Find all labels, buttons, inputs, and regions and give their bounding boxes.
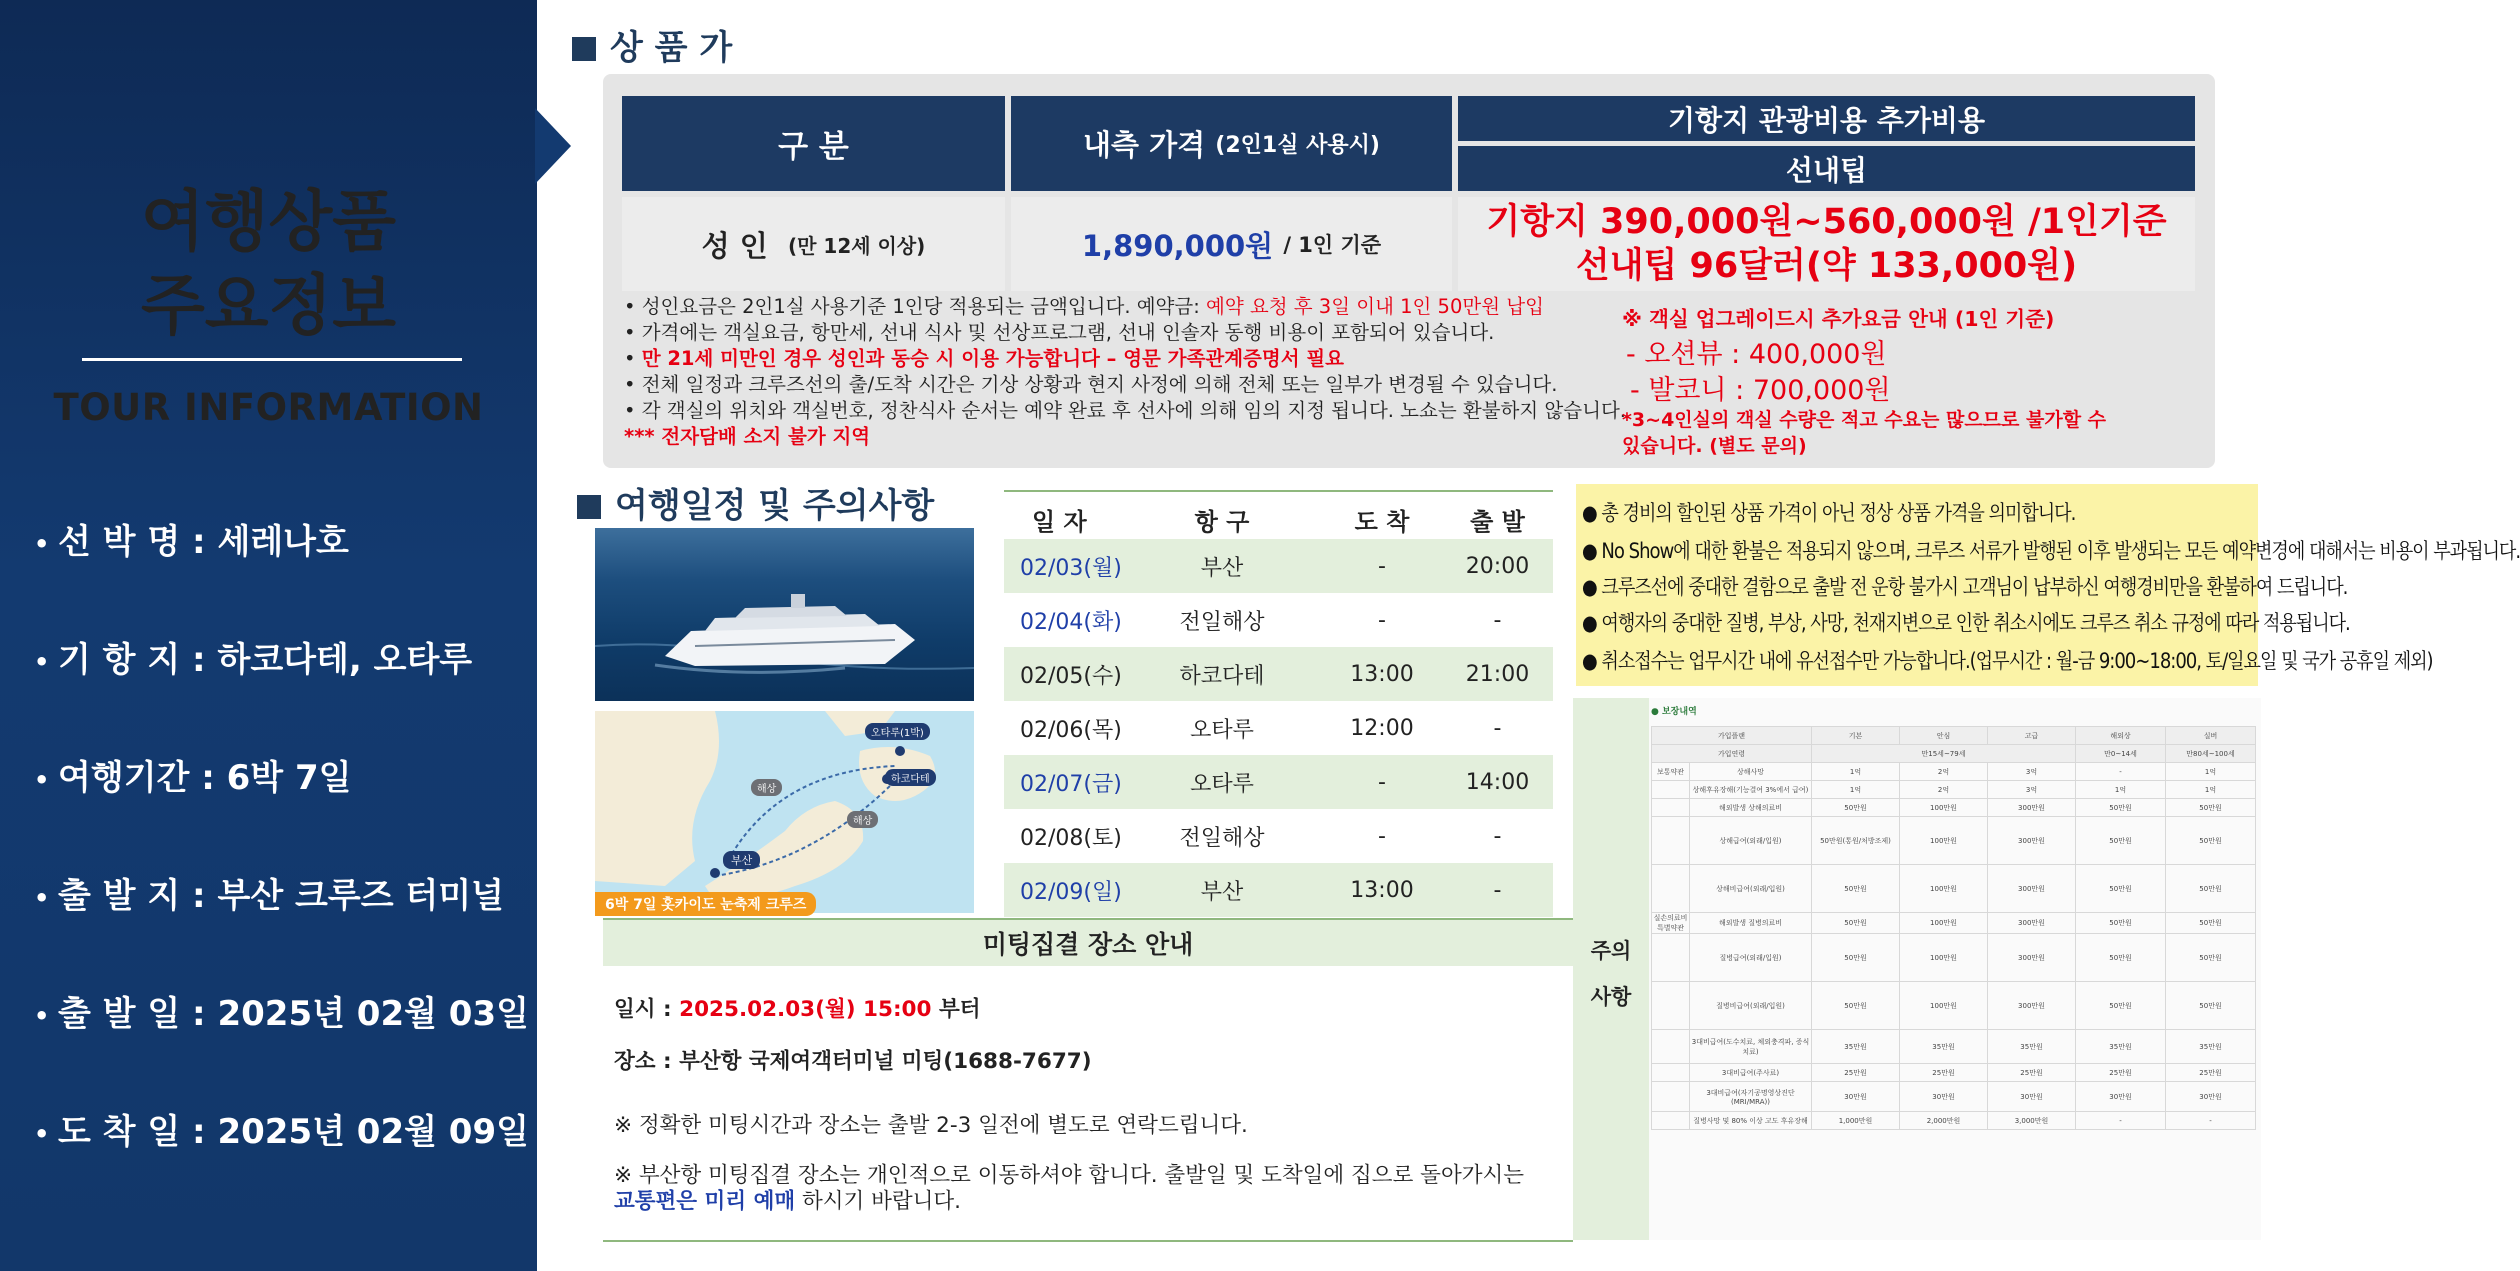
insurance-cell: 질병사망 및 80% 이상 고도 후유장해 bbox=[1690, 1112, 1812, 1130]
schedule-col-port: 항 구 bbox=[1194, 507, 1250, 536]
meeting-note: 교통편은 미리 예매 하시기 바랍니다. bbox=[614, 1189, 962, 1214]
bullet-icon: • bbox=[34, 1119, 50, 1148]
insurance-cell: 1억 bbox=[2166, 781, 2256, 799]
insurance-cell: 50만원 bbox=[2166, 982, 2256, 1030]
insurance-cell: - bbox=[2166, 1112, 2256, 1130]
price-note: • 전체 일정과 크루즈선의 출/도착 시간은 기상 상황과 현지 사정에 의해 전체 또는 일부가 변경될 수 있습니다. bbox=[624, 373, 1558, 396]
cruise-ship-photo bbox=[595, 528, 974, 701]
insurance-cell: 300만원 bbox=[1988, 934, 2076, 982]
insurance-cell: 35만원 bbox=[1988, 1030, 2076, 1064]
info-ship-name: • 선 박 명 : 세레나호 bbox=[34, 522, 349, 562]
insurance-cell: 50만원 bbox=[2076, 865, 2166, 913]
insurance-cell: 100만원 bbox=[1900, 982, 1988, 1030]
schedule-heading: 여행일정 및 주의사항 bbox=[577, 478, 934, 527]
insurance-cell bbox=[1652, 781, 1690, 799]
insurance-cell bbox=[1652, 1082, 1690, 1112]
meeting-time: 일시 : 2025.02.03(월) 15:00 부터 bbox=[614, 997, 981, 1022]
notice-item: ● No Show에 대한 환불은 적용되지 않으며, 크루즈 서류가 발행된 이후 발생되는 모든 예약변경에 대해서는 비용이 부과됩니다. bbox=[1582, 539, 2520, 563]
insurance-cell: 30만원 bbox=[1988, 1082, 2076, 1112]
insurance-cell bbox=[1652, 865, 1690, 913]
insurance-cell: 3대비급여(도수치료, 체외충격파, 증식치료) bbox=[1690, 1030, 1812, 1064]
insurance-cell bbox=[1652, 1030, 1690, 1064]
sidebar-divider bbox=[82, 358, 462, 361]
insurance-panel bbox=[1649, 698, 2261, 1240]
notice-item: ● 취소접수는 업무시간 내에 유선접수만 가능합니다.(업무시간 : 월-금 9:00~18:00, 토/일요일 및 국가 공휴일 제외) bbox=[1582, 649, 2433, 673]
insurance-cell: 100만원 bbox=[1900, 934, 1988, 982]
upgrade-note: 있습니다. (별도 문의) bbox=[1622, 435, 1807, 457]
schedule-row: 02/04(화) 전일해상 - - bbox=[1020, 607, 1502, 635]
route-map-graphic bbox=[595, 711, 974, 913]
schedule-row: 02/06(목) 오타루 12:00 - bbox=[1020, 715, 1502, 743]
info-ports: • 기 항 지 : 하코다테, 오타루 bbox=[34, 640, 473, 680]
map-banner: 6박 7일 홋카이도 눈축제 크루즈 bbox=[595, 892, 816, 916]
info-duration: • 여행기간 : 6박 7일 bbox=[34, 758, 352, 798]
notice-item: ● 여행자의 중대한 질병, 부상, 사망, 천재지변으로 인한 취소시에도 크루즈 취소 규정에 따라 적용됩니다. bbox=[1582, 611, 2350, 635]
insurance-cell: 50만원 bbox=[2166, 934, 2256, 982]
bullet-icon: • bbox=[34, 883, 50, 912]
info-departure-place: • 출 발 지 : 부산 크루즈 터미널 bbox=[34, 876, 504, 916]
insurance-cell bbox=[1652, 1064, 1690, 1082]
insurance-cell: 30만원 bbox=[1812, 1082, 1900, 1112]
notice-item: ● 총 경비의 할인된 상품 가격이 아닌 정상 상품 가격을 의미합니다. bbox=[1582, 501, 2076, 525]
insurance-cell: 1억 bbox=[2166, 763, 2256, 781]
insurance-cell: 질병급여(외래/입원) bbox=[1690, 934, 1812, 982]
insurance-cell: 25만원 bbox=[2076, 1064, 2166, 1082]
insurance-cell: 50만원 bbox=[1812, 913, 1900, 934]
meeting-note: ※ 정확한 미팅시간과 장소는 출발 2-3 일전에 별도로 연락드립니다. bbox=[614, 1113, 1248, 1138]
insurance-cell bbox=[1652, 934, 1690, 982]
meeting-place: 장소 : 부산항 국제여객터미널 미팅(1688-7677) bbox=[614, 1049, 1092, 1074]
info-departure-date: • 출 발 일 : 2025년 02월 03일 bbox=[34, 994, 529, 1034]
insurance-cell: 300만원 bbox=[1988, 913, 2076, 934]
insurance-cell: 만80세~100세 bbox=[2166, 745, 2256, 763]
insurance-cell: 35만원 bbox=[2076, 1030, 2166, 1064]
insurance-cell: 35만원 bbox=[2166, 1030, 2256, 1064]
sidebar-pointer-arrow bbox=[535, 108, 571, 184]
insurance-cell: 가입플랜 bbox=[1652, 727, 1812, 745]
price-col-category: 구 분 bbox=[622, 96, 1005, 191]
upgrade-balcony: - 발코니 : 700,000원 bbox=[1630, 375, 1891, 406]
price-note: • 각 객실의 위치와 객실번호, 정찬식사 순서는 예약 완료 후 선사에 의해 임의 지정 됩니다. 노쇼는 환불하지 않습니다. bbox=[624, 399, 1626, 422]
insurance-cell: - bbox=[2076, 1112, 2166, 1130]
schedule-col-arrive: 도 착 bbox=[1354, 507, 1410, 536]
insurance-cell: 100만원 bbox=[1900, 913, 1988, 934]
tip-cost: 선내팁 96달러(약 133,000원) bbox=[1575, 246, 2078, 286]
meeting-bottom-rule bbox=[603, 1240, 1573, 1242]
insurance-cell: 상해비급여(외래/입원) bbox=[1690, 865, 1812, 913]
map-label-busan: 부산 bbox=[723, 851, 760, 869]
insurance-cell: 300만원 bbox=[1988, 799, 2076, 817]
cruise-ship-icon bbox=[595, 528, 974, 701]
insurance-cell: 35만원 bbox=[1900, 1030, 1988, 1064]
insurance-cell: 3대비급여(자기공명영상진단(MRI/MRA)) bbox=[1690, 1082, 1812, 1112]
insurance-cell: 만0~14세 bbox=[2076, 745, 2166, 763]
insurance-cell bbox=[1652, 1112, 1690, 1130]
schedule-row: 02/08(토) 전일해상 - - bbox=[1020, 823, 1502, 851]
insurance-cell: 300만원 bbox=[1988, 865, 2076, 913]
schedule-col-date: 일 자 bbox=[1032, 507, 1087, 536]
insurance-cell: 1억 bbox=[2076, 781, 2166, 799]
insurance-cell: 3억 bbox=[1988, 781, 2076, 799]
upgrade-note: *3~4인실의 객실 수량은 적고 수요는 많으므로 불가할 수 bbox=[1622, 409, 2107, 431]
insurance-cell: 50만원 bbox=[2076, 982, 2166, 1030]
price-value: 1,890,000원 bbox=[1081, 228, 1274, 263]
insurance-cell: 질병비급여(외래/입원) bbox=[1690, 982, 1812, 1030]
notice-item: ● 크루즈선에 중대한 결함으로 출발 전 운항 불가시 고객님이 납부하신 여행경비만을 환불하여 드립니다. bbox=[1582, 575, 2348, 599]
insurance-cell: 1억 bbox=[1812, 781, 1900, 799]
insurance-cell: 50만원 bbox=[1812, 799, 1900, 817]
insurance-cell: 25만원 bbox=[2166, 1064, 2256, 1082]
schedule-row: 02/03(월) 부산 - 20:00 bbox=[1004, 539, 1553, 593]
insurance-table bbox=[1651, 726, 2256, 1130]
insurance-cell: 100만원 bbox=[1900, 799, 1988, 817]
insurance-cell: 50만원 bbox=[2166, 913, 2256, 934]
insurance-cell: 실버 bbox=[2166, 727, 2256, 745]
insurance-cell: 보통약관 bbox=[1652, 763, 1690, 781]
excursion-value-cell bbox=[1458, 197, 2195, 291]
insurance-cell: 25만원 bbox=[1988, 1064, 2076, 1082]
insurance-cell: 3대비급여(주사료) bbox=[1690, 1064, 1812, 1082]
bullet-icon: • bbox=[34, 647, 50, 676]
price-note-no-ecig: *** 전자담배 소지 불가 지역 bbox=[624, 425, 871, 448]
insurance-cell: 상해후유장해(기능결여 3%에서 급여) bbox=[1690, 781, 1812, 799]
insurance-cell: 50만원 bbox=[1812, 934, 1900, 982]
price-note: • 가격에는 객실요금, 항만세, 선내 식사 및 선상프로그램, 선내 인솔자 동행 비용이 포함되어 있습니다. bbox=[624, 321, 1495, 344]
insurance-cell: 1,000만원 bbox=[1812, 1112, 1900, 1130]
insurance-cell: 3억 bbox=[1988, 763, 2076, 781]
insurance-cell: 300만원 bbox=[1988, 982, 2076, 1030]
sidebar-title-line1: 여행상품 bbox=[140, 183, 397, 260]
map-label-sea: 해상 bbox=[847, 811, 878, 828]
insurance-cell: 30만원 bbox=[1900, 1082, 1988, 1112]
caution-label: 주의 사항 bbox=[1590, 939, 1632, 1009]
schedule-row: 02/07(금) 오타루 - 14:00 bbox=[1004, 755, 1553, 809]
insurance-cell: 가입연령 bbox=[1652, 745, 1812, 763]
insurance-cell: 50만원 bbox=[2166, 799, 2256, 817]
heading-square-icon bbox=[572, 37, 596, 61]
insurance-cell: 해외발생 질병의료비 bbox=[1690, 913, 1812, 934]
insurance-cell: 2억 bbox=[1900, 763, 1988, 781]
price-value-cell: 1,890,000원 / 1인 기준 bbox=[1011, 197, 1452, 291]
excursion-cost: 기항지 390,000원~560,000원 /1인기준 bbox=[1486, 202, 2167, 242]
insurance-cell: 50만원 bbox=[2166, 817, 2256, 865]
insurance-cell bbox=[1652, 799, 1690, 817]
schedule-header-row bbox=[1004, 492, 1553, 546]
insurance-cell: 안심 bbox=[1900, 727, 1988, 745]
map-label-hakodate: 하코다테 bbox=[885, 769, 936, 786]
map-label-sea: 해상 bbox=[751, 779, 782, 796]
insurance-cell: 2,000만원 bbox=[1900, 1112, 1988, 1130]
insurance-cell: 50만원 bbox=[1812, 982, 1900, 1030]
insurance-cell: 해외발생 상해의료비 bbox=[1690, 799, 1812, 817]
insurance-cell: 50만원 bbox=[2076, 817, 2166, 865]
price-note: • 성인요금은 2인1실 사용기준 1인당 적용되는 금액입니다. 예약금: 예약 요청 후 3일 이내 1인 50만원 납입 bbox=[624, 295, 1544, 318]
meeting-heading: 미팅집결 장소 안내 bbox=[603, 918, 1573, 966]
insurance-cell: 30만원 bbox=[2076, 1082, 2166, 1112]
insurance-cell: 100만원 bbox=[1900, 865, 1988, 913]
insurance-cell bbox=[1652, 817, 1690, 865]
price-col-excursion: 기항지 관광비용 추가비용 bbox=[1458, 96, 2195, 141]
price-heading: 상 품 가 bbox=[572, 20, 732, 69]
schedule-row: 02/09(일) 부산 13:00 - bbox=[1004, 863, 1553, 917]
insurance-cell: 상해급여(외래/입원) bbox=[1690, 817, 1812, 865]
info-arrival-date: • 도 착 일 : 2025년 02월 09일 bbox=[34, 1112, 529, 1152]
insurance-cell: 300만원 bbox=[1988, 817, 2076, 865]
insurance-cell: 고급 bbox=[1988, 727, 2076, 745]
insurance-cell: 50만원 bbox=[2076, 799, 2166, 817]
route-map bbox=[595, 711, 974, 913]
schedule-col-depart: 출 발 bbox=[1470, 507, 1525, 536]
insurance-cell: 30만원 bbox=[2166, 1082, 2256, 1112]
sidebar-title-line2: 주요정보 bbox=[140, 267, 397, 344]
bullet-icon: • bbox=[34, 765, 50, 794]
insurance-cell: 50만원 bbox=[2076, 934, 2166, 982]
insurance-cell: 해외상 bbox=[2076, 727, 2166, 745]
meeting-note: ※ 부산항 미팅집결 장소는 개인적으로 이동하셔야 합니다. 출발일 및 도착일에 집으로 돌아가시는 bbox=[614, 1163, 1525, 1188]
bullet-icon: • bbox=[34, 529, 50, 558]
insurance-cell: 2억 bbox=[1900, 781, 1988, 799]
insurance-cell: 상해사망 bbox=[1690, 763, 1812, 781]
schedule-row: 02/05(수) 하코다테 13:00 21:00 bbox=[1004, 647, 1553, 701]
bullet-icon: • bbox=[34, 1001, 50, 1030]
insurance-cell: 50만원 bbox=[2166, 865, 2256, 913]
insurance-cell bbox=[1652, 982, 1690, 1030]
insurance-cell: 실손의료비 특별약관 bbox=[1652, 913, 1690, 934]
sidebar-subtitle: TOUR INFORMATION bbox=[53, 386, 484, 429]
insurance-cell: 기본 bbox=[1812, 727, 1900, 745]
map-label-otaru: 오타루(1박) bbox=[865, 723, 930, 740]
insurance-cell: 50만원 bbox=[2076, 913, 2166, 934]
insurance-cell: - bbox=[2076, 763, 2166, 781]
insurance-cell: 25만원 bbox=[1900, 1064, 1988, 1082]
insurance-cell: 50만원 bbox=[1812, 865, 1900, 913]
price-col-inside: 내측 가격 (2인1실 사용시) bbox=[1011, 96, 1452, 191]
insurance-cell: 만15세~79세 bbox=[1812, 745, 2076, 763]
sidebar-title bbox=[0, 180, 537, 348]
insurance-cell: 1억 bbox=[1812, 763, 1900, 781]
insurance-title: ● 보장내역 bbox=[1651, 707, 1697, 717]
upgrade-title: ※ 객실 업그레이드시 추가요금 안내 (1인 기준) bbox=[1622, 307, 2055, 331]
insurance-cell: 100만원 bbox=[1900, 817, 1988, 865]
heading-square-icon bbox=[577, 495, 601, 519]
insurance-cell: 3,000만원 bbox=[1988, 1112, 2076, 1130]
price-note: • 만 21세 미만인 경우 성인과 동승 시 이용 가능합니다 – 영문 가족관계증명서 필요 bbox=[624, 347, 1345, 370]
insurance-cell: 50만원(통원/처방조제) bbox=[1812, 817, 1900, 865]
price-col-tip: 선내팁 bbox=[1458, 146, 2195, 191]
upgrade-oceanview: - 오션뷰 : 400,000원 bbox=[1626, 339, 1887, 370]
insurance-cell: 35만원 bbox=[1812, 1030, 1900, 1064]
insurance-cell: 25만원 bbox=[1812, 1064, 1900, 1082]
price-row-adult: 성 인 (만 12세 이상) bbox=[622, 197, 1005, 291]
